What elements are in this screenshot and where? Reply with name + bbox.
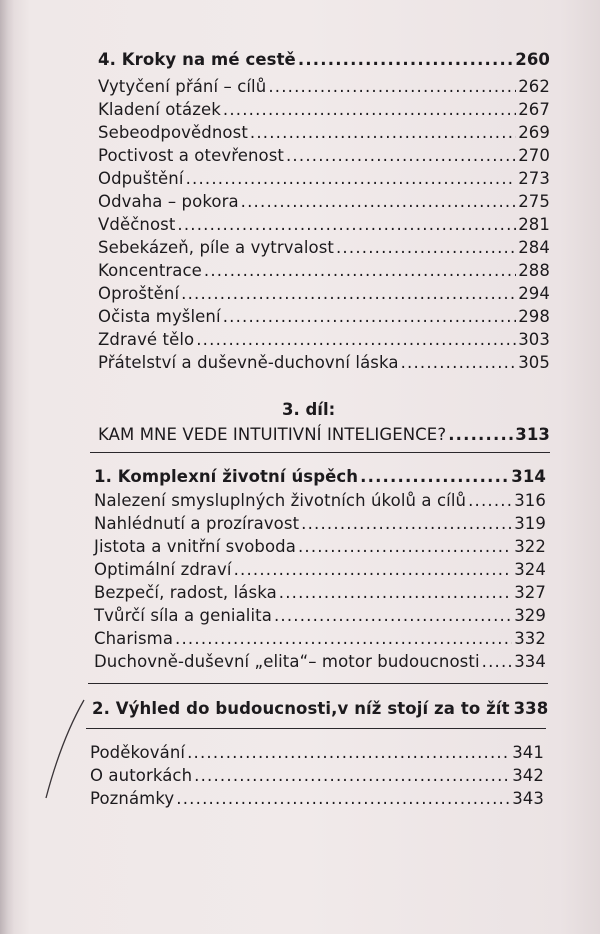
toc-entry[interactable] (94, 513, 546, 535)
dot-leader (181, 283, 516, 305)
dot-leader (301, 513, 512, 535)
toc-page-number: 341 (512, 743, 544, 762)
toc-entry-title: Odpuštění (98, 169, 184, 188)
toc-entry-title: Oproštění (98, 284, 180, 303)
dot-leader (234, 559, 513, 581)
toc-page-number: 288 (518, 261, 550, 280)
dot-leader (194, 765, 510, 787)
toc-page-number: 273 (518, 169, 550, 188)
toc-entry-title: Bezpečí, radost, láska (94, 583, 277, 602)
dot-leader (360, 466, 509, 488)
dot-leader (186, 168, 517, 190)
toc-entry[interactable] (98, 99, 550, 121)
toc-entry[interactable] (98, 168, 550, 190)
toc-entry[interactable] (98, 237, 550, 259)
toc-page-number: 343 (512, 789, 544, 808)
dot-leader (274, 605, 512, 627)
dot-leader (298, 49, 513, 71)
toc-page-number: 275 (518, 192, 550, 211)
dot-leader (177, 214, 516, 236)
toc-backmatter-entry[interactable] (90, 765, 544, 787)
toc-entry-title: Nahlédnutí a prozíravost (94, 514, 300, 533)
toc-entry-title: Očista myšlení (98, 307, 221, 326)
toc-part-title: KAM MNE VEDE INTUITIVNÍ INTELIGENCE? (98, 425, 447, 444)
toc-heading-title: 4. Kroky na mé cestě (98, 50, 296, 69)
toc-entry-title: Sebeodpovědnost (98, 123, 248, 142)
toc-page-number: 305 (518, 353, 550, 372)
dot-leader (250, 122, 516, 144)
toc-entry-title: Vytyčení přání – cílů (98, 77, 267, 96)
toc-entry-title: Duchovně-duševní „elita“– motor budoucnosti (94, 652, 480, 671)
toc-page-number: 294 (518, 284, 550, 303)
dot-leader (175, 628, 512, 650)
toc-entry-title: Optimální zdraví (94, 560, 232, 579)
toc-page-number: 324 (514, 560, 546, 579)
toc-page-number: 342 (512, 766, 544, 785)
dot-leader (241, 191, 517, 213)
toc-page-number: 267 (518, 100, 550, 119)
toc-entry-title: Vděčnost (98, 215, 176, 234)
toc-heading-section-1[interactable] (94, 466, 546, 488)
dot-leader (336, 237, 516, 259)
toc-page-number: 313 (515, 425, 550, 444)
toc-page-number: 322 (514, 537, 546, 556)
toc-entry[interactable] (94, 582, 546, 604)
toc-entry[interactable] (94, 536, 546, 558)
toc-entry-title: Koncentrace (98, 261, 202, 280)
toc-page-number: 260 (515, 50, 550, 69)
toc-heading-section-4[interactable] (98, 49, 550, 71)
toc-entry-title: Poznámky (90, 789, 175, 808)
toc-heading-section-2[interactable] (92, 698, 549, 720)
toc-entry[interactable] (98, 306, 550, 328)
toc-page-number: 314 (511, 467, 546, 486)
toc-entry-title: Poctivost a otevřenost (98, 146, 284, 165)
toc-entry-title: Kladení otázek (98, 100, 221, 119)
toc-backmatter-entry[interactable] (90, 788, 544, 810)
part-label: 3. díl: (282, 400, 336, 419)
dot-leader (176, 788, 510, 810)
toc-entry-title: Jistota a vnitřní svoboda (94, 537, 296, 556)
dot-leader (401, 352, 517, 374)
dot-leader (204, 260, 516, 282)
toc-heading-title: 1. Komplexní životní úspěch (94, 467, 359, 486)
toc-backmatter-entry[interactable] (90, 742, 544, 764)
dot-leader (223, 99, 516, 121)
dot-leader (196, 329, 516, 351)
toc-entry-title: O autorkách (90, 766, 193, 785)
dot-leader (187, 742, 510, 764)
section-divider (88, 683, 548, 684)
dot-leader (298, 536, 512, 558)
toc-entry[interactable] (94, 559, 546, 581)
toc-page-number: 270 (518, 146, 550, 165)
dot-leader (223, 306, 517, 328)
toc-entry[interactable] (98, 329, 550, 351)
dot-leader (448, 424, 513, 446)
section-divider (90, 452, 550, 453)
toc-entry[interactable] (94, 490, 546, 512)
toc-page-number: 334 (514, 652, 546, 671)
toc-entry[interactable] (98, 260, 550, 282)
section-divider (86, 728, 546, 729)
toc-page-number: 284 (518, 238, 550, 257)
dot-leader (279, 582, 512, 604)
toc-entry-title: Tvůrčí síla a genialita (94, 606, 272, 625)
toc-page-number: 303 (518, 330, 550, 349)
toc-page-number: 338 (513, 699, 549, 718)
toc-entry[interactable] (94, 651, 546, 673)
toc-entry[interactable] (98, 352, 550, 374)
toc-entry-title: Nalezení smysluplných životních úkolů a cílů (94, 491, 467, 510)
toc-entry-title: Poděkování (90, 743, 186, 762)
toc-part-entry[interactable] (98, 424, 550, 446)
toc-entry[interactable] (98, 122, 550, 144)
dot-leader (286, 145, 516, 167)
toc-page-number: 269 (518, 123, 550, 142)
toc-entry-title: Sebekázeň, píle a vytrvalost (98, 238, 334, 257)
toc-entry[interactable] (98, 214, 550, 236)
dot-leader (482, 651, 513, 673)
toc-page-number: 298 (518, 307, 550, 326)
dot-leader (468, 490, 512, 512)
toc-entry-title: Odvaha – pokora (98, 192, 239, 211)
toc-page-number: 332 (514, 629, 546, 648)
toc-entry[interactable] (98, 283, 550, 305)
toc-entry-title: Charisma (94, 629, 174, 648)
toc-entry-title: Zdravé tělo (98, 330, 195, 349)
toc-entry[interactable] (94, 605, 546, 627)
toc-page-number: 262 (518, 77, 550, 96)
toc-page-number: 281 (518, 215, 550, 234)
dot-leader (268, 76, 516, 98)
toc-heading-title: 2. Výhled do budoucnosti,v níž stojí za to žít (92, 699, 510, 718)
toc-page-number: 327 (514, 583, 546, 602)
toc-entry[interactable] (98, 145, 550, 167)
toc-entry[interactable] (94, 628, 546, 650)
toc-page-number: 319 (514, 514, 546, 533)
toc-page-number: 316 (514, 491, 546, 510)
toc-entry[interactable] (98, 76, 550, 98)
toc-page-number: 329 (514, 606, 546, 625)
toc-entry[interactable] (98, 191, 550, 213)
toc-entry-title: Přátelství a duševně-duchovní láska (98, 353, 399, 372)
